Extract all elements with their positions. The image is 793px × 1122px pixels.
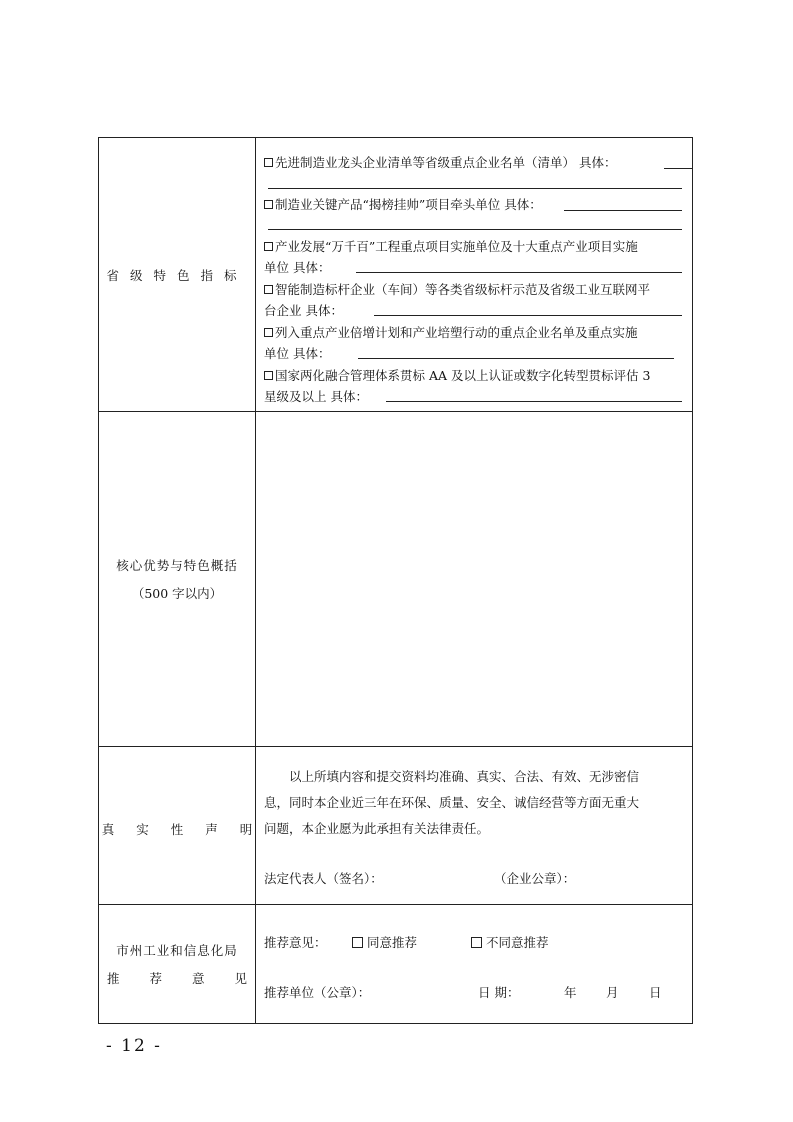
- month-label: 月: [606, 985, 619, 1000]
- fill-line[interactable]: [356, 272, 682, 273]
- provincial-indicators-row: [99, 138, 692, 411]
- indicator-item: 先进制造业龙头企业清单等省级重点企业名单（清单） 具体：: [264, 153, 682, 171]
- checkbox-icon[interactable]: [264, 328, 273, 337]
- declaration-row: [99, 746, 692, 904]
- recommendation-opinion-label: 推荐意见：: [264, 935, 327, 950]
- core-advantages-label: 核心优势与特色概括: [116, 558, 238, 573]
- checkbox-icon[interactable]: [264, 371, 273, 380]
- declaration-text: 问题，本企业愿为此承担有关法律责任。: [264, 821, 490, 836]
- indicator-item: 列入重点产业倍增计划和产业培塑行动的重点企业名单及重点实施: [264, 323, 682, 341]
- indicator-item: 智能制造标杆企业（车间）等各类省级标杆示范及省级工业互联网平: [264, 280, 682, 298]
- indicator-item: 产业发展“万千百”工程重点项目实施单位及十大重点产业项目实施: [264, 237, 682, 255]
- checkbox-icon[interactable]: [264, 285, 273, 294]
- recommendation-content: [256, 905, 692, 1023]
- fill-line[interactable]: [358, 358, 674, 359]
- fill-line[interactable]: [386, 401, 682, 402]
- recommendation-label-org: 市州工业和信息化局: [116, 943, 238, 958]
- checkbox-icon[interactable]: [264, 242, 273, 251]
- fill-line[interactable]: [374, 315, 682, 316]
- recommendation-label-cell: [99, 905, 277, 1023]
- fill-line[interactable]: [268, 188, 682, 189]
- company-seal-label: （企业公章）：: [494, 871, 576, 886]
- declaration-label: 真实性声明: [101, 822, 275, 837]
- declaration-text: 以上所填内容和提交资料均准确、真实、合法、有效、无涉密信: [289, 769, 640, 784]
- fill-line[interactable]: [564, 210, 682, 211]
- fill-line[interactable]: [268, 229, 682, 230]
- indicator-item: 国家两化融合管理体系贯标 AA 及以上认证或数字化转型贯标评估 3: [264, 366, 682, 384]
- declaration-label-cell: [99, 747, 275, 904]
- fill-line[interactable]: [664, 168, 692, 169]
- recommending-unit-label: 推荐单位（公章）：: [264, 985, 371, 1000]
- date-label: 日 期：: [478, 985, 520, 1000]
- core-advantages-row: [99, 411, 692, 746]
- page-number: - 12 -: [106, 1036, 162, 1056]
- declaration-text: 息，同时本企业近三年在环保、质量、安全、诚信经营等方面无重大: [264, 795, 640, 810]
- legal-representative-label: 法定代表人（签名）：: [264, 871, 383, 886]
- core-advantages-label-cell: [99, 412, 255, 746]
- provincial-indicators-content: 先进制造业龙头企业清单等省级重点企业名单（清单） 具体： 制造业关键产品“揭榜挂帅”项目牵头单位 具体： 产业发展“万千百”工程重点项目实施单位及十大重点产业项目实施 单位 具体： 智能制造标杆企业（车间）等各类省级标杆示范及省级工业互联网平 台企业 具体： 列入重点产业倍增计划和产业培塑行动的重点企业名单及重点实施 单位 具体： 国家两化融合管理体系贯标 AA 及以上认证或数字化转型贯标评估 3 星级及以上 具体：: [256, 138, 692, 411]
- declaration-content: [256, 747, 692, 904]
- core-advantages-input-area[interactable]: [256, 412, 692, 746]
- recommendation-label-title: 推荐意见: [106, 971, 277, 986]
- day-label: 日: [649, 985, 662, 1000]
- application-table: [98, 137, 693, 1024]
- agree-option[interactable]: 同意推荐: [352, 933, 682, 951]
- indicator-item: 制造业关键产品“揭榜挂帅”项目牵头单位 具体：: [264, 195, 682, 213]
- checkbox-icon[interactable]: [471, 937, 482, 948]
- provincial-indicators-label: 省级特色指标: [106, 267, 248, 283]
- core-advantages-sublabel: （500 字以内）: [131, 586, 223, 601]
- provincial-indicators-label-cell: [99, 138, 255, 411]
- checkbox-icon[interactable]: [264, 200, 273, 209]
- checkbox-icon[interactable]: [352, 937, 363, 948]
- recommendation-row: [99, 904, 692, 1023]
- checkbox-icon[interactable]: [264, 158, 273, 167]
- disagree-option[interactable]: 不同意推荐: [471, 933, 682, 951]
- year-label: 年: [564, 985, 577, 1000]
